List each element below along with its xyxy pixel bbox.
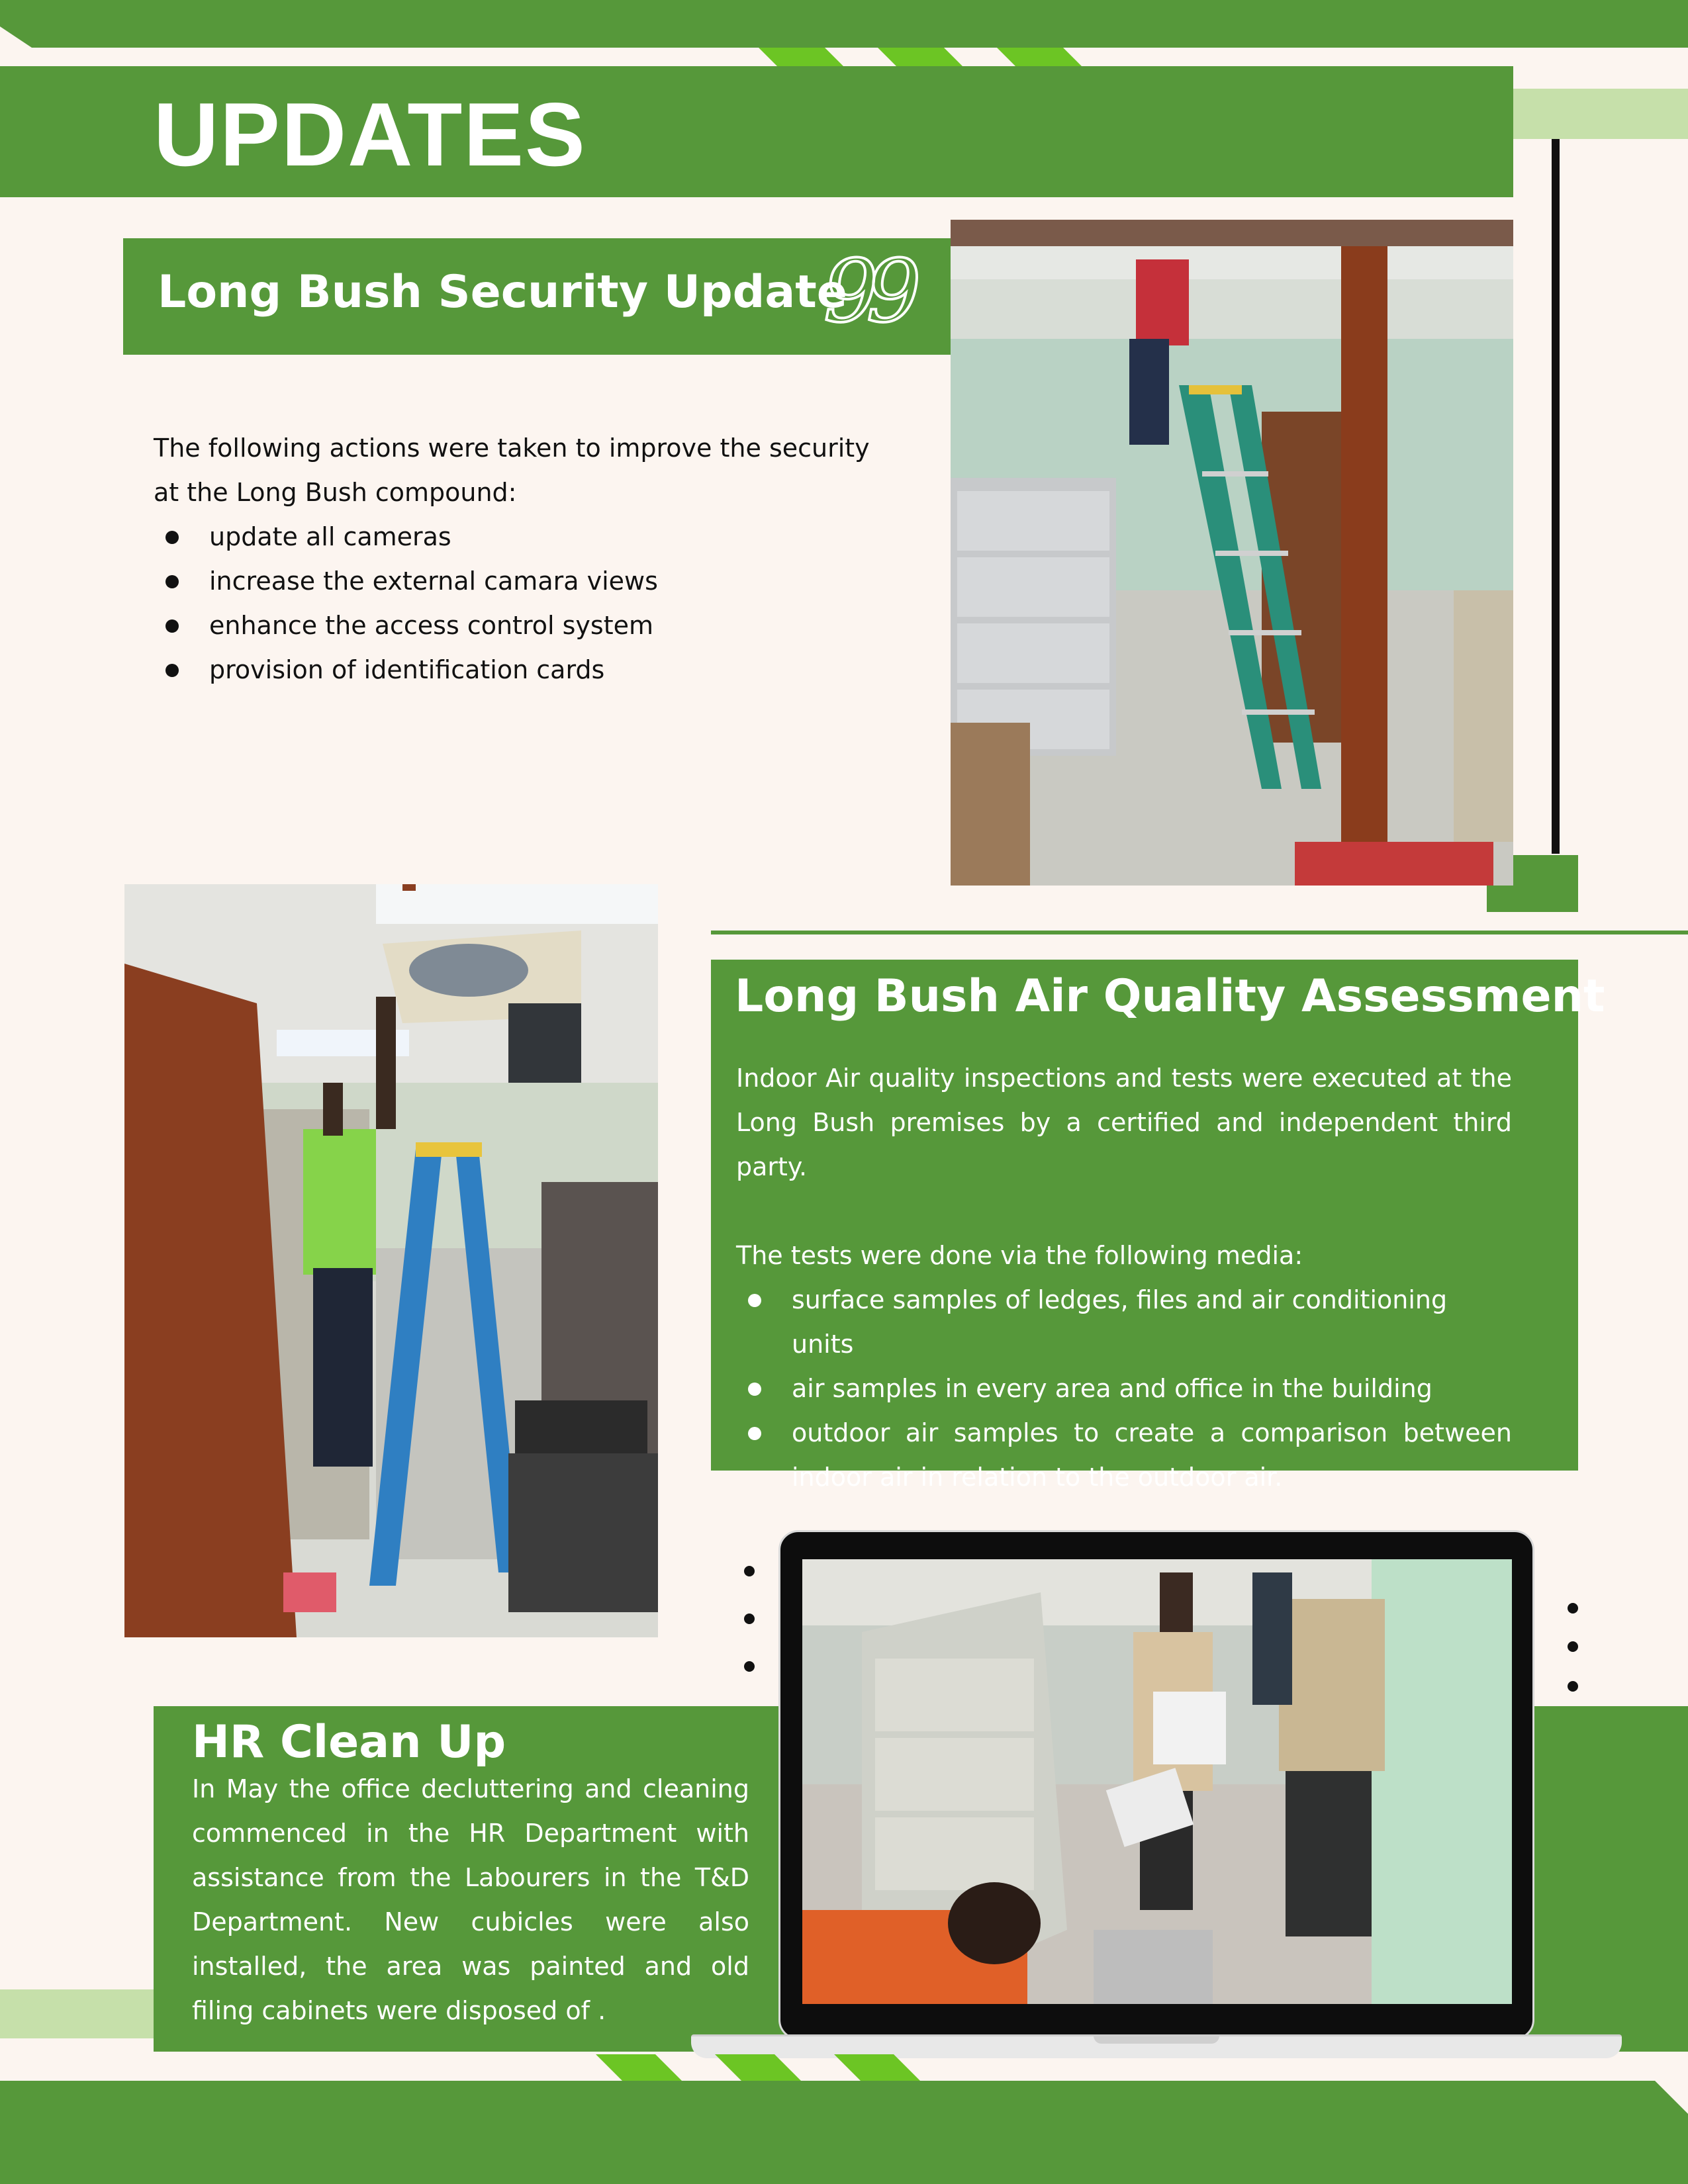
list-item: surface samples of ledges, files and air conditioning units <box>736 1278 1512 1367</box>
title-accent-bar <box>1513 89 1688 139</box>
list-item: increase the external camara views <box>154 559 895 604</box>
hr-paragraph: In May the office decluttering and cleaning commenced in the HR Department with assistance from the Labourers in the T&D Department. New cubicles were also installed, the area was painted and old filing cabinets were disposed of . <box>192 1774 749 2025</box>
security-heading: Long Bush Security Update <box>158 266 847 318</box>
hr-cleanup-photo <box>802 1559 1512 2004</box>
bottom-stripe-1 <box>596 2054 682 2081</box>
air-quality-body <box>736 1056 1512 1500</box>
bottom-stripe-2 <box>715 2054 801 2081</box>
dot-decoration <box>744 1566 755 1576</box>
quote-icon: 99 <box>823 241 910 341</box>
hr-left-accent <box>0 1989 159 2038</box>
list-item: air samples in every area and office in the building <box>736 1367 1512 1411</box>
security-body <box>154 426 895 692</box>
dot-decoration <box>1568 1681 1578 1692</box>
air-quality-sampling-photo <box>124 884 658 1637</box>
dot-decoration <box>744 1661 755 1672</box>
dot-decoration <box>1568 1641 1578 1652</box>
top-band <box>0 0 1688 48</box>
top-stripe-2 <box>878 48 962 66</box>
bottom-band <box>0 2081 1688 2184</box>
air-quality-lead: The tests were done via the following media: <box>736 1241 1303 1270</box>
list-item: provision of identification cards <box>154 648 895 692</box>
page-title: UPDATES <box>154 84 586 185</box>
bottom-stripe-3 <box>834 2054 920 2081</box>
section-divider <box>711 931 1688 934</box>
top-stripe-3 <box>997 48 1082 66</box>
air-quality-heading: Long Bush Air Quality Assessment <box>735 970 1605 1023</box>
dot-decoration <box>1568 1603 1578 1614</box>
list-item: update all cameras <box>154 515 895 559</box>
security-camera-install-photo <box>951 220 1513 886</box>
list-item: outdoor air samples to create a comparison between indoor air in relation to the outdoor air. <box>736 1411 1512 1500</box>
security-list <box>154 515 895 692</box>
air-quality-paragraph: Indoor Air quality inspections and tests were executed at the Long Bush premises by a certified and independent third party. <box>736 1064 1512 1181</box>
list-item: enhance the access control system <box>154 604 895 648</box>
hr-heading: HR Clean Up <box>192 1716 506 1768</box>
air-quality-list <box>736 1278 1512 1500</box>
security-intro: The following actions were taken to improve the security at the Long Bush compound: <box>154 433 870 507</box>
top-stripe-1 <box>759 48 843 66</box>
vertical-rule <box>1552 139 1560 854</box>
hr-right-band <box>1523 1706 1688 2052</box>
laptop-notch <box>1094 2034 1219 2044</box>
dot-decoration <box>744 1614 755 1624</box>
